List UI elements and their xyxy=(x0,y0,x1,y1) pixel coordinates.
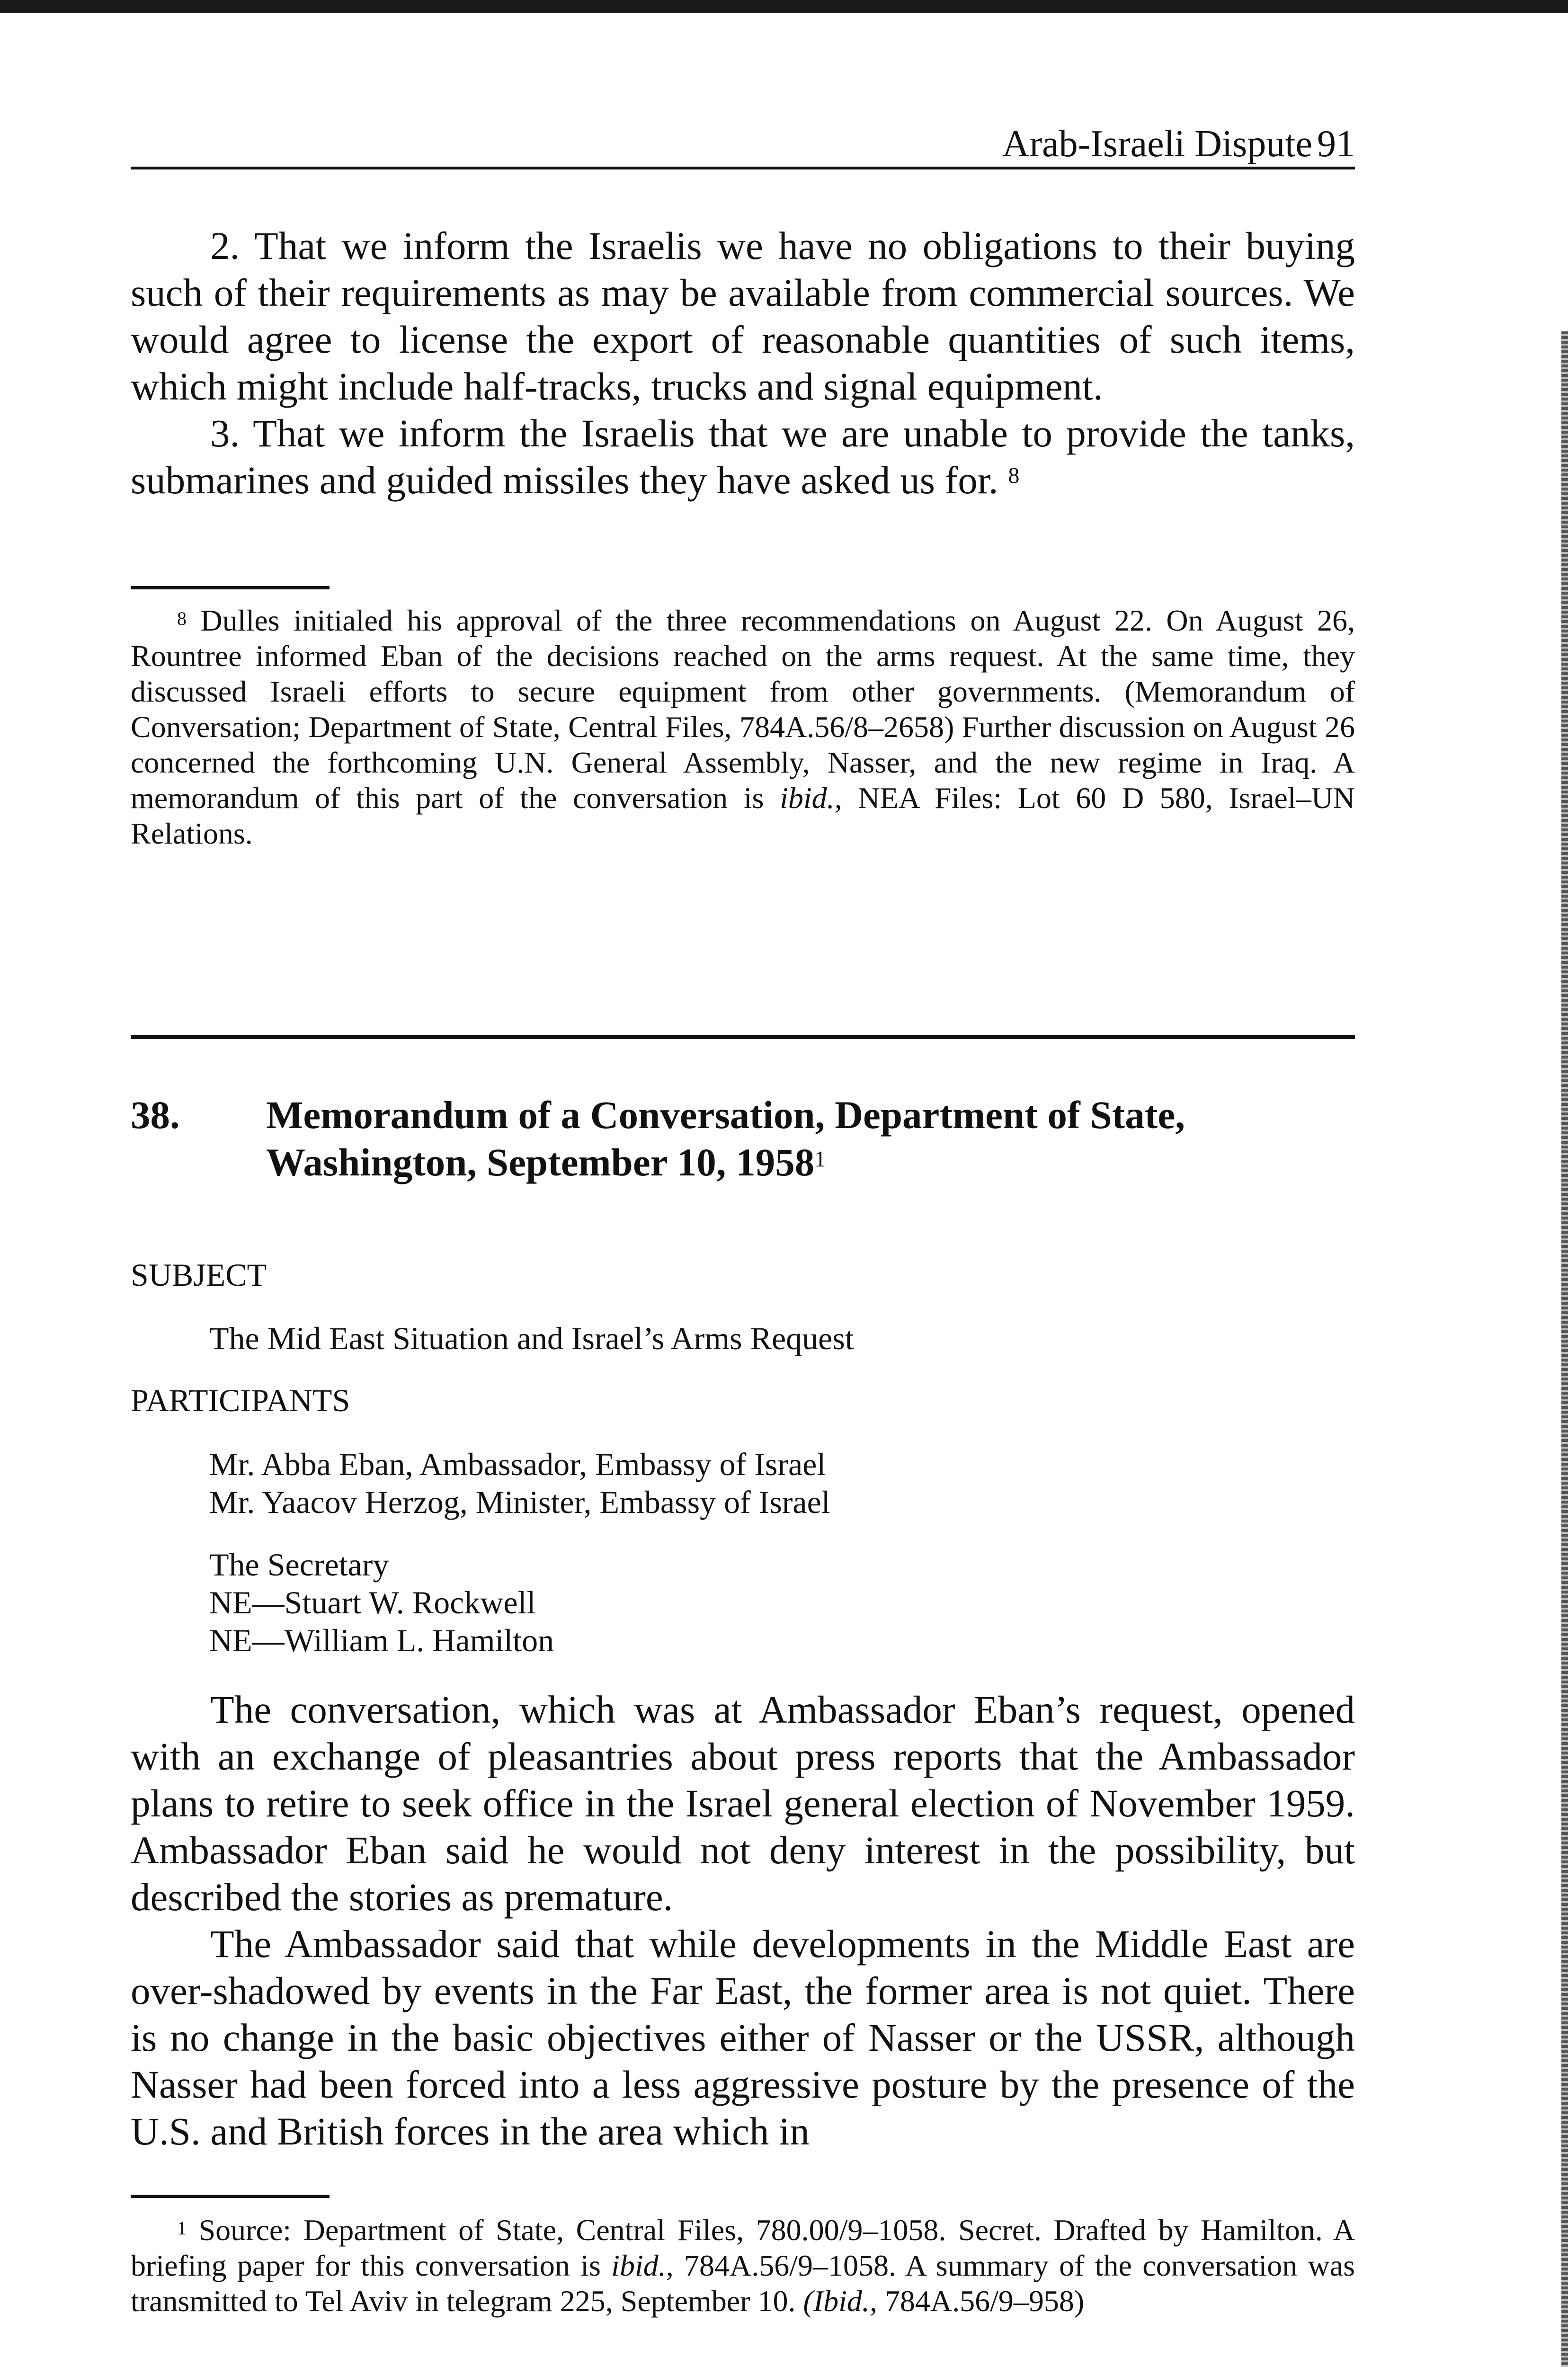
main-paragraph: The Ambassador said that while developments in the Middle East are over-shadowed by events in the Far East, the former area is not quiet. There is no change in the basic objectives either of Nasser or the USSR, although Nasser had been forced into a less aggressive posture by the presence of the U.S. and British forces in the area which in xyxy=(131,1922,1355,2153)
footnote-8-text-b: NEA Files: Lot 60 D 580, Israel–UN Relations. xyxy=(131,781,1355,850)
subject-label: SUBJECT xyxy=(131,1257,267,1293)
paragraph-3 xyxy=(131,410,1355,504)
participant: The Secretary xyxy=(209,1547,389,1583)
footnote-8-ibid: ibid., xyxy=(780,781,842,815)
paragraph-3-text: 3. That we inform the Israelis that we are unable to provide the tanks, submarines and guided missiles they have asked us for. xyxy=(131,411,1355,502)
footnote-1-text-b: 784A.56/9–1058. A summary of the conversation was transmitted to Tel Aviv in telegram 225, September 10. xyxy=(131,2249,1355,2318)
participant: Mr. Yaacov Herzog, Minister, Embassy of Israel xyxy=(209,1484,830,1520)
participant: NE—William L. Hamilton xyxy=(209,1622,554,1658)
main-paragraph: The conversation, which was at Ambassador Eban’s request, opened with an exchange of pleasantries about press reports that the Ambassador plans to retire to seek office in the Israel general election of November 1959. Ambassador Eban said he would not deny interest in the possibility, but described the stories as premature. xyxy=(131,1688,1355,1919)
document-number: 38. xyxy=(131,1093,180,1137)
footnote-ref-1: 1 xyxy=(814,1147,826,1172)
footnote-8-text-a: Dulles initialed his approval of the three recommendations on August 22. On August 26, Rountree informed Eban of the decisions reached on the arms request. At the same time, they discussed Israeli efforts to secure equipment from other governments. (Memorandum of Conversation; Department of State, Central Files, 784A.56/8–2658) Further discussion on August 26 concerned the forthcoming U.N. General Assembly, Nasser, and the new regime in Iraq. A memorandum of this part of the conversation is xyxy=(131,604,1355,815)
footnote-rule xyxy=(131,586,330,589)
scan-right-edge xyxy=(1561,331,1568,2367)
footnote-1-text-a: Source: Department of State, Central Files, 780.00/9–1058. Secret. Drafted by Hamilton. A briefing paper for this conversation is xyxy=(131,2213,1355,2282)
footnote-1-ibid: ibid., xyxy=(611,2249,674,2282)
footnote-1-text-c: 784A.56/9–958) xyxy=(884,2284,1085,2318)
paragraph-2: 2. That we inform the Israelis we have no obligations to their buying such of their requirements as may be available from commercial sources. We would agree to license the export of reasonable quantities of such items, which might include half-tracks, trucks and signal equipment. xyxy=(131,224,1355,408)
participant: NE—Stuart W. Rockwell xyxy=(209,1584,536,1620)
footnote-marker-8: 8 xyxy=(177,608,187,629)
scan-top-edge xyxy=(0,0,1568,13)
running-title: Arab-Israeli Dispute xyxy=(1002,123,1312,165)
footnote-marker-1: 1 xyxy=(177,2217,187,2239)
participants-group-1 xyxy=(209,1445,830,1521)
footnote-1-ibid-2: (Ibid., xyxy=(803,2284,877,2318)
section-divider xyxy=(131,1035,1355,1039)
page-number: 91 xyxy=(1317,123,1355,165)
footnote-1 xyxy=(131,2212,1355,2319)
document-title-line-1: Memorandum of a Conversation, Department of State, xyxy=(266,1093,1185,1137)
subject-text: The Mid East Situation and Israel’s Arms Request xyxy=(209,1320,854,1356)
top-body xyxy=(131,222,1355,504)
document-title xyxy=(266,1091,1331,1186)
footnote-ref-8: 8 xyxy=(1008,463,1020,488)
running-header xyxy=(131,121,1355,167)
document-title-line-2: Washington, September 10, 1958$^1$ xyxy=(266,1140,826,1184)
footnote-rule xyxy=(131,2195,330,2198)
footnote-8 xyxy=(131,603,1355,851)
header-rule xyxy=(131,167,1355,169)
participants-group-2 xyxy=(209,1546,554,1659)
main-body xyxy=(131,1686,1355,2155)
participant: Mr. Abba Eban, Ambassador, Embassy of Israel xyxy=(209,1446,826,1482)
participants-label: PARTICIPANTS xyxy=(131,1382,350,1418)
